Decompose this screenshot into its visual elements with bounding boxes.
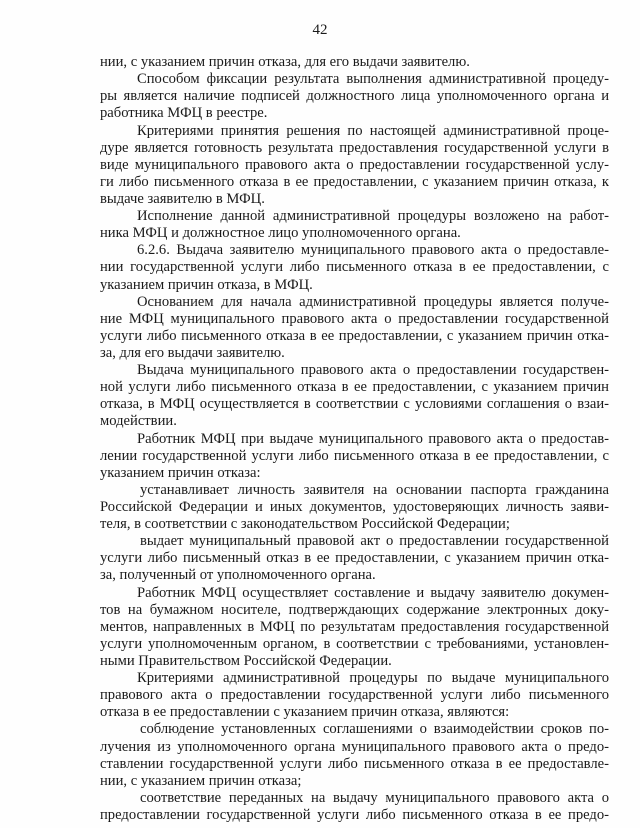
text-line: дуре является готовность результата предоставления государственной услуги в bbox=[100, 139, 609, 156]
text-line: ние МФЦ муниципального правового акта о предоставлении государственной bbox=[100, 310, 609, 327]
text-line: устанавливает личность заявителя на основании паспорта гражданина bbox=[140, 481, 609, 498]
text-line: Способом фиксации результата выполнения административной процеду- bbox=[137, 71, 609, 88]
text-line: выдает муниципальный правовой акт о предоставлении государственной bbox=[140, 533, 609, 550]
text-line: нии государственной услуги либо письменного отказа в ее предоставлении, с bbox=[100, 259, 609, 276]
text-line: указанием причин отказа, в МФЦ. bbox=[100, 276, 313, 293]
text-line: Работник МФЦ осуществляет составление и выдачу заявителю докумен- bbox=[137, 584, 609, 601]
text-line: ставлении государственной услуги либо письменного отказа в ее предоставле- bbox=[100, 755, 609, 772]
text-line: Выдача муниципального правового акта о предоставлении государствен- bbox=[137, 362, 609, 378]
text-line: лучения из уполномоченного органа муниципального правового акта о предо- bbox=[100, 738, 609, 755]
text-line: услуги уполномоченным органом, в соответствии с требованиями, установлен- bbox=[100, 635, 609, 652]
text-line: предоставлении государственной услуги либо письменного отказа в ее предо- bbox=[100, 807, 609, 823]
text-line: ги либо письменного отказа в ее предоставлении, с указанием причин отказа, к bbox=[100, 173, 609, 190]
page-number: 42 bbox=[312, 22, 328, 38]
section-heading-line: 6.2.6. Выдача заявителю муниципального правового акта о предоставле- bbox=[137, 242, 609, 259]
text-line: теля, в соответствии с законодательством Российской Федерации; bbox=[100, 516, 510, 533]
text-line: ной услуги либо письменного отказа в ее предоставлении, с указанием причин bbox=[100, 379, 609, 396]
text-line: виде муниципального правового акта о предоставлении государственной услу- bbox=[100, 156, 609, 173]
text-line: Критериями административной процедуры по выдаче муниципального bbox=[137, 670, 609, 687]
text-line: отказа в ее предоставлении с указанием причин отказа, являются: bbox=[100, 704, 510, 721]
text-line: соответствие переданных на выдачу муниципального правового акта о bbox=[140, 789, 609, 806]
text-line: нии, с указанием причин отказа, для его выдачи заявителю. bbox=[100, 54, 470, 70]
text-line: ментов, направленных в МФЦ по результатам предоставления государственной bbox=[100, 618, 609, 635]
text-line: соблюдение установленных соглашениями о взаимодействии сроков по- bbox=[140, 721, 609, 738]
text-line: Российской Федерации и иных документов, удостоверяющих личность заяви- bbox=[100, 499, 609, 515]
text-line: нии, с указанием причин отказа; bbox=[100, 772, 302, 789]
text-line: указанием причин отказа: bbox=[100, 464, 261, 481]
text-line: Работник МФЦ при выдаче муниципального правового акта о предостав- bbox=[137, 430, 609, 447]
text-line: услуги либо письменного отказа в ее предоставлении, с указанием причин отка- bbox=[100, 327, 609, 344]
text-line: ными Правительством Российской Федерации. bbox=[100, 653, 392, 669]
text-line: за, полученный от уполномоченного органа. bbox=[100, 567, 376, 584]
text-line: лении государственной услуги либо письменного отказа в ее предоставлении, с bbox=[100, 447, 609, 464]
text-line: за, для его выдачи заявителю. bbox=[100, 344, 285, 361]
text-line: ника МФЦ и должностное лицо уполномоченного органа. bbox=[100, 225, 461, 242]
text-line: ры является наличие подписей должностного лица уполномоченного органа и bbox=[100, 88, 609, 105]
text-line: выдаче заявителю в МФЦ. bbox=[100, 190, 265, 207]
text-line: работника МФЦ в реестре. bbox=[100, 105, 268, 122]
text-line: правового акта о предоставлении государственной услуги либо письменного bbox=[100, 687, 609, 704]
text-line: Основанием для начала административной процедуры является получе- bbox=[137, 293, 609, 310]
text-line: Критериями принятия решения по настоящей административной проце- bbox=[137, 122, 609, 139]
text-line: Исполнение данной административной процедуры возложено на работ- bbox=[137, 208, 609, 224]
text-line: отказа, в МФЦ осуществляется в соответствии с условиями соглашения о взаи- bbox=[100, 396, 609, 413]
text-line: услуги либо письменный отказ в ее предоставлении, с указанием причин отка- bbox=[100, 550, 609, 567]
text-line: модействии. bbox=[100, 413, 177, 430]
text-line: тов на бумажном носителе, подтверждающих содержание электронных доку- bbox=[100, 601, 609, 618]
